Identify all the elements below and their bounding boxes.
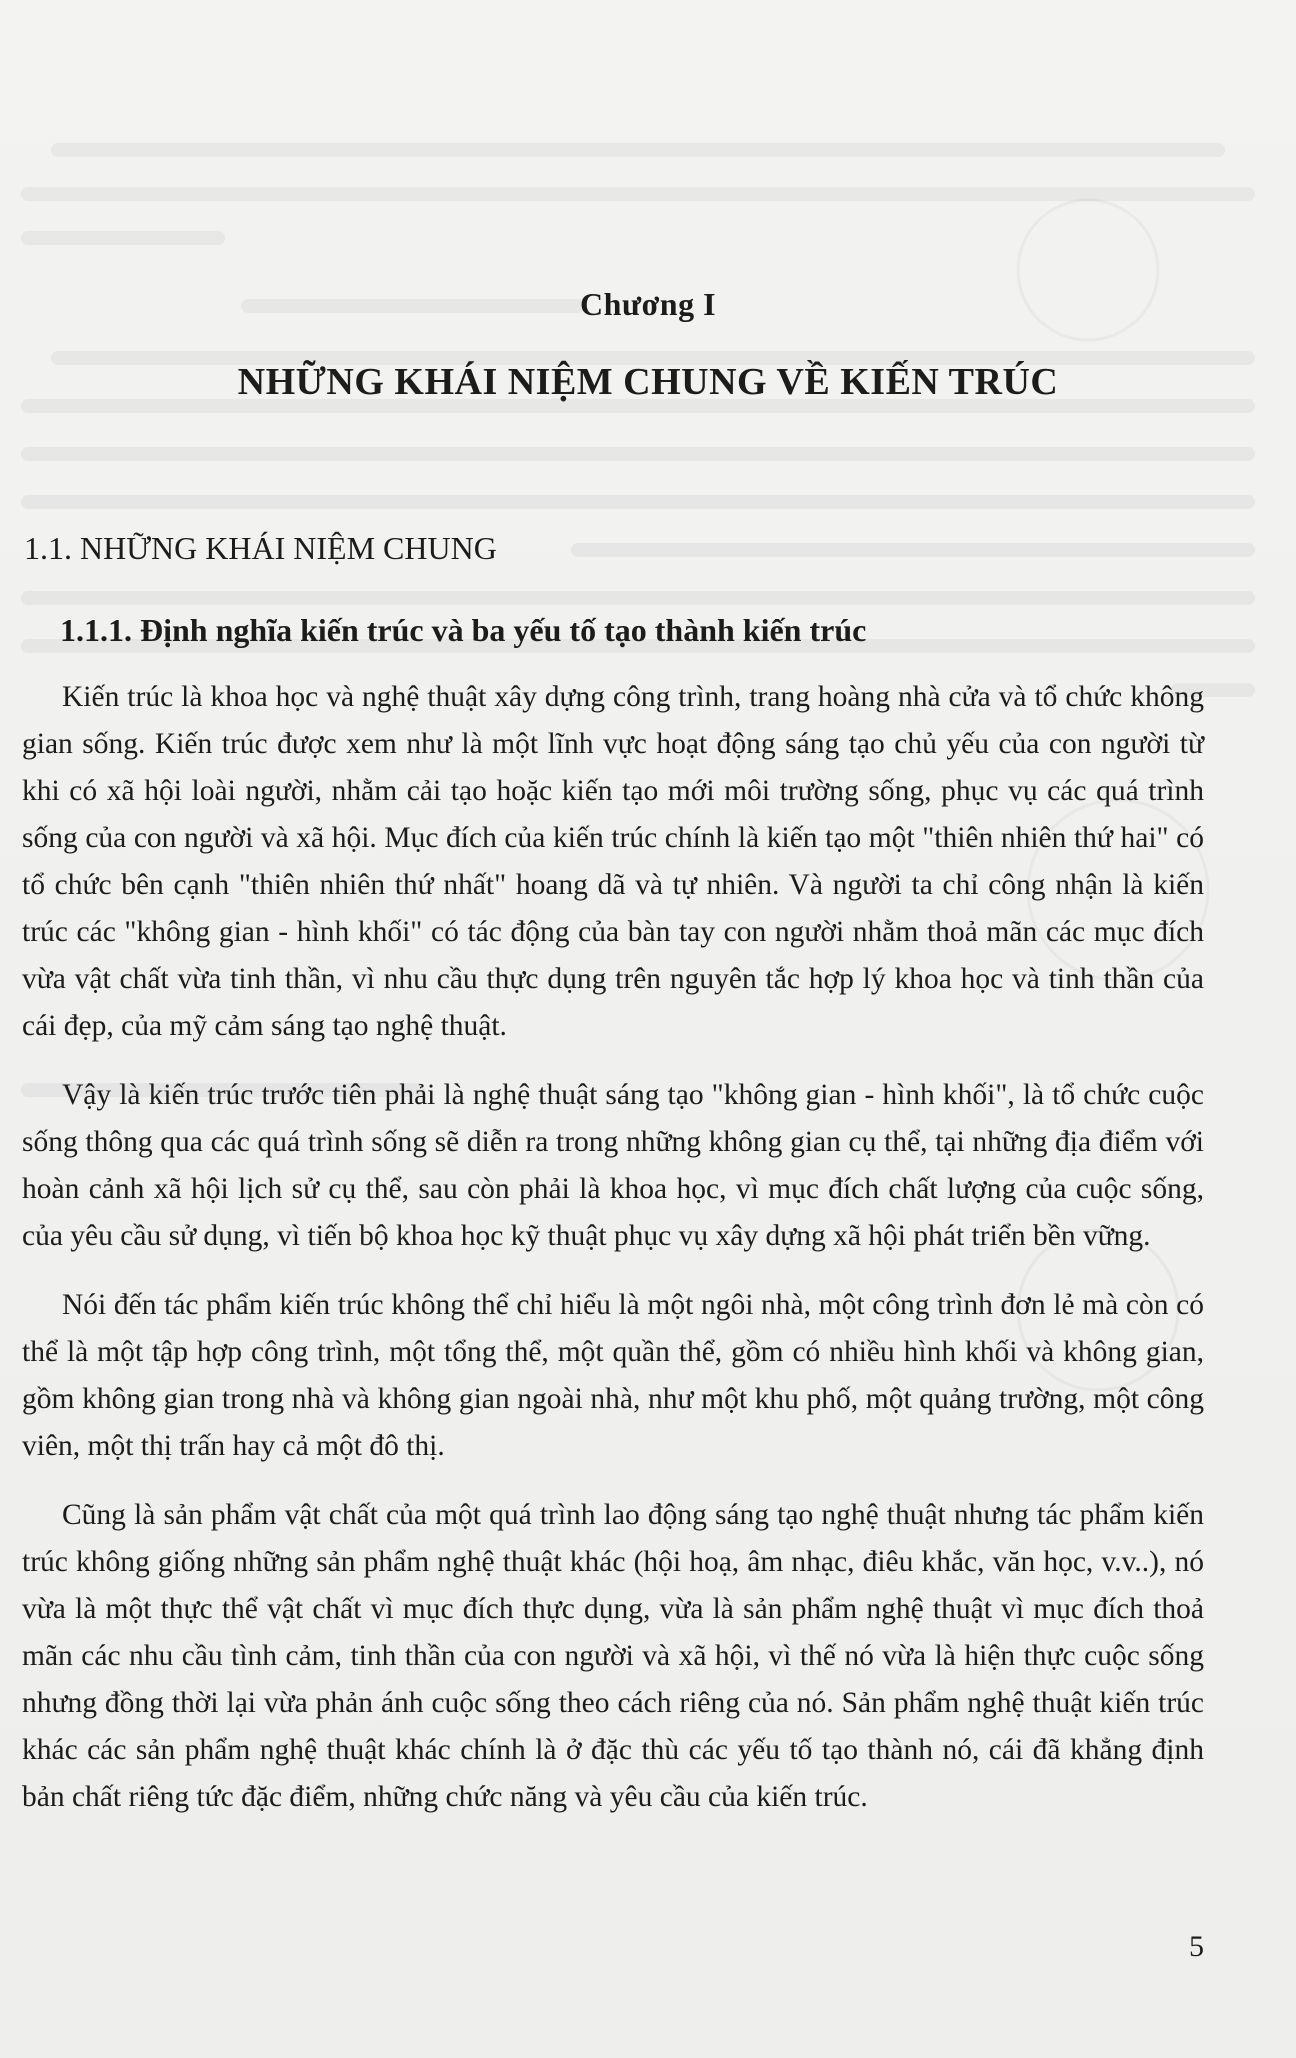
subsection-heading: 1.1.1. Định nghĩa kiến trúc và ba yếu tố tạo thành kiến trúc [60, 612, 867, 648]
page-number: 5 [1189, 1930, 1204, 1963]
paragraph-4: Cũng là sản phẩm vật chất của một quá trình lao động sáng tạo nghệ thuật nhưng tác phẩm kiến trúc không giống những sản phẩm nghệ thuật khác (hội hoạ, âm nhạc, điêu khắc, văn học, v.v..), nó vừa là một thực thể vật chất vì mục đích thực dụng, vừa là sản phẩm nghệ thuật vì mục đích thoả mãn các nhu cầu tình cảm, tinh thần của con người và xã hội, vì thế nó vừa là hiện thực cuộc sống nhưng đồng thời lại vừa phản ánh cuộc sống theo cách riêng của nó. Sản phẩm nghệ thuật kiến trúc khác các sản phẩm nghệ thuật khác chính là ở đặc thù các yếu tố tạo thành nó, cái đã khẳng định bản chất riêng tức đặc điểm, những chức năng và yêu cầu của kiến trúc. [22, 1499, 1204, 1813]
chapter-title: NHỮNG KHÁI NIỆM CHUNG VỀ KIẾN TRÚC [237, 361, 1059, 403]
paragraph-1: Kiến trúc là khoa học và nghệ thuật xây dựng công trình, trang hoàng nhà cửa và tổ chức không gian sống. Kiến trúc được xem như là một lĩnh vực hoạt động sáng tạo chủ yếu của con người từ khi có xã hội loài người, nhằm cải tạo hoặc kiến tạo mới môi trường sống, phục vụ các quá trình sống của con người và xã hội. Mục đích của kiến trúc chính là kiến tạo một "thiên nhiên thứ hai" có tổ chức bên cạnh "thiên nhiên thứ nhất" hoang dã và tự nhiên. Và người ta chỉ công nhận là kiến trúc các "không gian - hình khối" có tác động của bàn tay con người nhằm thoả mãn các mục đích vừa vật chất vừa tinh thần, vì nhu cầu thực dụng trên nguyên tắc hợp lý khoa học và tinh thần của cái đẹp, của mỹ cảm sáng tạo nghệ thuật. [22, 681, 1204, 1042]
paragraph-2: Vậy là kiến trúc trước tiên phải là nghệ thuật sáng tạo "không gian - hình khối", là tổ chức cuộc sống thông qua các quá trình sống sẽ diễn ra trong những không gian cụ thể, tại những địa điểm với hoàn cảnh xã hội lịch sử cụ thể, sau còn phải là khoa học, vì mục đích chất lượng của cuộc sống, của yêu cầu sử dụng, vì tiến bộ khoa học kỹ thuật phục vụ xây dựng xã hội phát triển bền vững. [22, 1079, 1204, 1252]
body-text [22, 674, 1204, 1843]
section-heading: 1.1. NHỮNG KHÁI NIỆM CHUNG [24, 530, 497, 566]
paragraph-3: Nói đến tác phẩm kiến trúc không thể chỉ hiểu là một ngôi nhà, một công trình đơn lẻ mà còn có thể là một tập hợp công trình, một tổng thể, một quần thể, gồm có nhiều hình khối và không gian, gồm không gian trong nhà và không gian ngoài nhà, như một khu phố, một quảng trường, một công viên, một thị trấn hay cả một đô thị. [22, 1289, 1204, 1462]
chapter-label: Chương I [579, 286, 717, 322]
